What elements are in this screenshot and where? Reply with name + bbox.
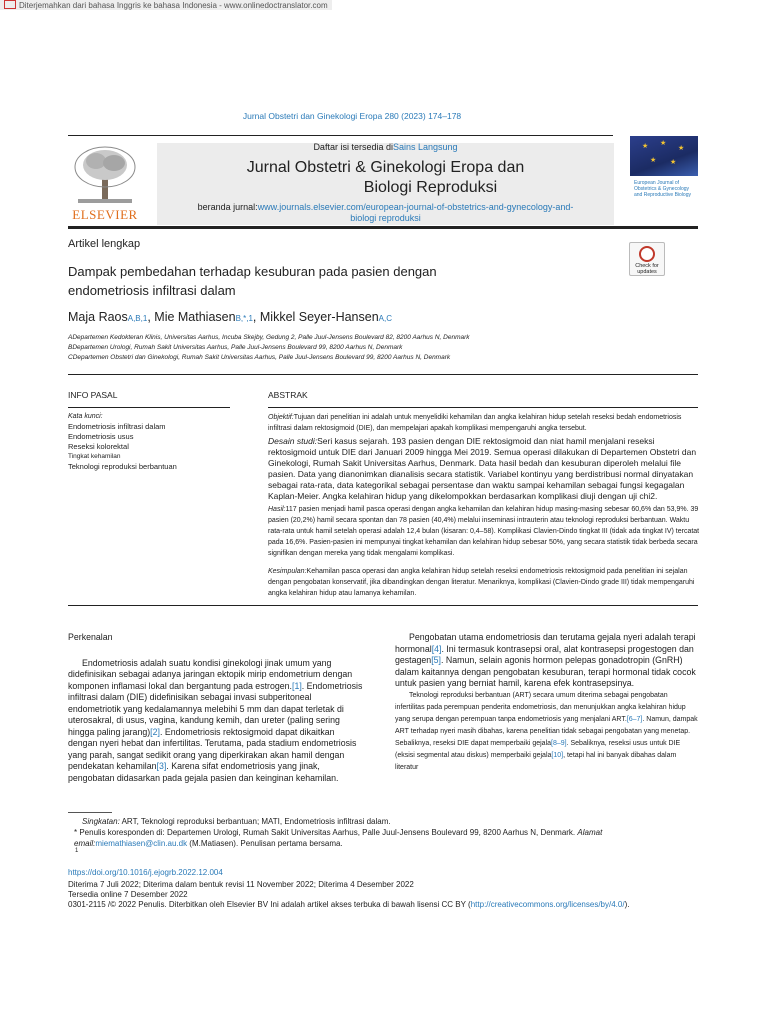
text-run: Endometriosis adalah suatu kondisi ginekologi jinak umum yang didefinisikan sebagai adanya jaringan ektopik mirip endometrium dengan komponen inflamasi lokal dan bergantung pada estrogen. bbox=[68, 657, 353, 691]
journal-homepage bbox=[157, 202, 614, 224]
email-tail: (M.Matiasen). Penulisan pertama bersama. bbox=[189, 839, 343, 848]
document-icon bbox=[4, 0, 16, 9]
check-updates-label: Check for updates bbox=[635, 263, 659, 275]
author-list: Maja RaosA,B,1, Mie MathiasenB,*,1, Mikkel Seyer-HansenA,C bbox=[68, 310, 393, 324]
citation-link[interactable]: [5] bbox=[431, 655, 441, 665]
star-icon: ★ bbox=[650, 157, 657, 164]
abstract-body bbox=[268, 412, 700, 606]
license-link[interactable]: http://creativecommons.org/licenses/by/4.0/ bbox=[470, 900, 625, 909]
affiliation: BDepartemen Urologi, Rumah Sakit Universitas Aarhus, Palle Juul-Jensens Boulevard 99, 8200 Aarhus N, Denmark bbox=[68, 344, 403, 351]
star-icon: ★ bbox=[670, 159, 677, 166]
section-divider bbox=[68, 374, 698, 375]
homepage-link-cont[interactable]: biologi reproduksi bbox=[350, 213, 421, 223]
design-label: Desain studi: bbox=[268, 436, 318, 446]
journal-title-line1: Jurnal Obstetri & Ginekologi Eropa dan bbox=[246, 159, 525, 176]
citation-link[interactable]: [1] bbox=[292, 680, 302, 691]
star-icon: ★ bbox=[660, 140, 667, 147]
cover-text bbox=[634, 180, 694, 198]
email-link[interactable]: miemathiasen@clin.au.dk bbox=[95, 839, 188, 848]
abstract-results bbox=[268, 504, 700, 559]
right-column bbox=[395, 632, 699, 774]
star-icon: ★ bbox=[642, 143, 649, 150]
author-affil-mark[interactable]: A,C bbox=[378, 314, 393, 323]
citation-link[interactable]: [8–9] bbox=[551, 739, 567, 747]
available-prefix: Daftar isi tersedia di bbox=[313, 142, 393, 152]
check-updates-icon bbox=[639, 246, 655, 262]
objective-label: Objektif: bbox=[268, 414, 294, 421]
abstract-conclusion bbox=[268, 566, 700, 599]
article-title-line2: endometriosis infiltrasi dalam bbox=[68, 283, 236, 298]
online-date: Tersedia online 7 Desember 2022 bbox=[68, 890, 188, 899]
sciencedirect-link[interactable]: Sains Langsung bbox=[392, 142, 458, 152]
article-type: Artikel lengkap bbox=[68, 238, 141, 250]
intro-paragraph bbox=[68, 658, 364, 785]
homepage-link[interactable]: www.journals.elsevier.com/european-journal-of-obstetrics-and-gynecology-and- bbox=[257, 202, 574, 212]
abstract-rule bbox=[268, 407, 698, 408]
keywords-label: Kata kunci: bbox=[68, 413, 103, 420]
text-run: . Endometriosis infiltrasi dalam (DIE) didefinisikan sebagai invasi subperitoneal endometriotik yang kedalamannya melebihi 5 mm dan dapat terletak di uterosakral, di usus, vagina, kandung kemih, dan ureter (paling sering hingga paling jarang) bbox=[68, 680, 363, 737]
affiliation: CDepartemen Obstetri dan Ginekologi, Rumah Sakit Universitas Aarhus, Palle Juul-Jensens Boulevard 99, 8200 Aarhus N, Denmark bbox=[68, 354, 451, 361]
results-label: Hasil: bbox=[268, 506, 286, 513]
abbr-label: Singkatan: bbox=[82, 817, 120, 826]
author-name[interactable]: Mikkel Seyer-Hansen bbox=[259, 310, 379, 324]
homepage-prefix: beranda jurnal: bbox=[197, 202, 258, 212]
check-for-updates-button[interactable] bbox=[629, 242, 665, 276]
abbreviations-footnote bbox=[82, 816, 391, 827]
journal-title bbox=[157, 158, 614, 198]
keyword: Reseksi kolorektal bbox=[68, 442, 129, 451]
text-run: . Namun, dampak ART terhadap nyeri masih dibahas, karena penelitian tidak sebagai pengobatan yang menetap. Sebaliknya, reseksi DIE dapat memperbaiki gejala bbox=[395, 715, 698, 747]
article-title bbox=[68, 262, 488, 300]
keyword: Endometriosis infiltrasi dalam bbox=[68, 422, 166, 431]
star-icon: ★ bbox=[678, 145, 685, 152]
intro-heading: Perkenalan bbox=[68, 632, 113, 642]
cover-text-3: and Reproductive Biology bbox=[634, 192, 691, 198]
text-run: . Ini termasuk kontrasepsi oral, alat kontrasepsi progestogen dan gestagen bbox=[395, 643, 694, 665]
cover-text-2: Obstetrics & Gynecology bbox=[634, 186, 690, 192]
journal-citation[interactable]: Jurnal Obstetri dan Ginekologi Eropa 280 (2023) 174–178 bbox=[242, 111, 462, 121]
citation-link[interactable]: [4] bbox=[431, 643, 442, 654]
article-title-line1: Dampak pembedahan terhadap kesuburan pada pasien dengan bbox=[68, 264, 437, 279]
footnote-rule bbox=[68, 812, 112, 813]
header-rule-top bbox=[68, 135, 613, 136]
license-line bbox=[68, 899, 698, 910]
footnote-mark: 1 bbox=[75, 848, 79, 854]
results-text: 117 pasien menjadi hamil pasca operasi dengan angka kehamilan dan kelahiran hidup masing-masing sebesar 60,6% dan 53,9%. 39 pasien (20,2%) hamil secara spontan dan 78 pasien (40,4%) melalui inseminasi intrauterin atau teknologi reproduksi berbantuan. Waktu rata-rata untuk hamil setelah operasi adalah 12,4 bulan (kisaran: 0,4–58). Komplikasi Clavien-Dindo tingkat III (tidak ada tingkat IV) tercatat pada 16,6%. Pasien-pasien ini mempunyai tingkat kehamilan dan kelahiran hidup sebesar 50%, yang secara statistik tidak berbeda secara signifikan dengan mereka yang tidak mengalami komplikasi. bbox=[268, 506, 700, 557]
left-column bbox=[68, 632, 364, 784]
text-run: . Namun, selain agonis hormon pelepas gonadotropin (GnRH) dalam kaitannya dengan pengobatan kesuburan, terapi hormonal tidak cocok untuk pasien yang berniat hamil, karena efek kontrasepsinya. bbox=[395, 655, 696, 688]
corresponding-footnote bbox=[74, 827, 634, 849]
publisher-logo-text: ELSEVIER bbox=[72, 207, 138, 222]
affiliation: ADepartemen Kedokteran Klinis, Universitas Aarhus, Incuba Skejby, Gedung 2, Palle Juul-Jensens Boulevard 82, 8200 Aarhus N, Denmark bbox=[68, 334, 470, 341]
citation-link[interactable]: [2] bbox=[150, 726, 160, 737]
text-run: Pengobatan utama endometriosis dan terutama gejala nyeri adalah terapi hormonal bbox=[395, 632, 696, 654]
author-affil-mark[interactable]: A,B,1 bbox=[127, 314, 148, 323]
journal-cover-image bbox=[630, 136, 698, 218]
cover-text-1: European Journal of bbox=[634, 180, 680, 186]
author-affil-mark[interactable]: B,*,1 bbox=[235, 314, 253, 323]
translation-banner-text: Diterjemahkan dari bahasa Inggris ke bahasa Indonesia - www.onlinedoctranslator.com bbox=[19, 1, 328, 10]
design-text: Seri kasus sejarah. 193 pasien dengan DIE rektosigmoid dan niat hamil menjalani reseksi rektosigmoid untuk DIE dari Januari 2009 hingga Mei 2019. Semua operasi dilakukan di Departemen Obstetri dan Ginekologi, Rumah Sakit Universitas Aarhus, Denmark. Data hasil bedah dan kesuburan diperoleh melalui file pasien. Data yang dianonimkan dianalisis secara statistik. Variabel kontinyu yang berdistribusi normal dinyatakan sebagai rata-rata, data kategorikal sebagai persentase dan waktu sampai kehamilan sebagai fungsi kegagalan Kaplan-Meier. Angka kelahiran hidup yang dikelompokkan berdasarkan komplikasi diuji dengan uji chi2. bbox=[268, 436, 697, 501]
text-run: . Endometriosis rektosigmoid dapat dikaitkan dengan nyeri hebat dan infertilitas. Terutama, pada stadium endometriosis yang parah, sangat sedikit orang yang diperkirakan akan hamil dengan pendekatan kehamilan bbox=[68, 726, 357, 771]
conclusion-label: Kesimpulan: bbox=[268, 568, 307, 575]
article-info-heading: INFO PASAL bbox=[68, 390, 118, 400]
license-text-end: ). bbox=[624, 900, 630, 909]
keyword: Teknologi reproduksi berbantuan bbox=[68, 462, 177, 471]
journal-title-line2: Biologi Reproduksi bbox=[363, 179, 498, 196]
received-dates: Diterima 7 Juli 2022; Diterima dalam bentuk revisi 11 November 2022; Diterima 4 Desember 2022 bbox=[68, 880, 414, 889]
translation-banner[interactable] bbox=[0, 0, 332, 10]
art-paragraph bbox=[395, 690, 699, 774]
abstract-design bbox=[268, 436, 700, 502]
abbr-text: ART, Teknologi reproduksi berbantuan; MATI, Endometriosis infiltrasi dalam. bbox=[121, 817, 391, 826]
email-label: Alamat email: bbox=[74, 828, 603, 848]
available-line bbox=[157, 142, 614, 152]
info-rule bbox=[68, 407, 230, 408]
keyword: Tingkat kehamilan bbox=[68, 453, 121, 460]
citation-link[interactable]: [10] bbox=[551, 751, 564, 759]
header-rule-bottom bbox=[68, 226, 698, 229]
abstract-end-rule bbox=[68, 605, 698, 606]
doi-link[interactable]: https://doi.org/10.1016/j.ejogrb.2022.12.004 bbox=[68, 868, 223, 877]
citation-link[interactable]: [6–7] bbox=[626, 715, 643, 723]
abstract-heading: ABSTRAK bbox=[268, 390, 308, 400]
citation-link[interactable]: [3] bbox=[156, 761, 167, 771]
author-name[interactable]: Maja Raos bbox=[68, 310, 128, 324]
license-text: 0301-2115 /© 2022 Penulis. Diterbitkan oleh Elsevier BV Ini adalah artikel akses terbuka di bawah lisensi CC BY ( bbox=[68, 900, 471, 909]
conclusion-text: Kehamilan pasca operasi dan angka kelahiran hidup setelah reseksi endometriosis rektosigmoid pada penelitian ini sejalan dengan pengobatan konservatif, jika dibandingkan dengan literatur. Menariknya, komplikasi (Clavien-Dindo grade III) tidak mempengaruhi angka kelahiran hidup atau lamanya kehamilan. bbox=[268, 568, 695, 597]
keywords-block bbox=[68, 412, 177, 472]
text-run: Teknologi reproduksi berbantuan (ART) secara umum diterima sebagai pengobatan infertilitas pada perempuan penderita endometriosis, dan menunjukkan angka kelahiran hidup yang serupa dengan perempuan tanpa endometriosis yang menjalani ART. bbox=[395, 691, 686, 723]
corr-text: * Penulis koresponden di: Departemen Urologi, Rumah Sakit Universitas Aarhus, Palle Juul-Jensens Boulevard 99, 8200 Aarhus N, Denmark. bbox=[74, 828, 576, 837]
abstract-objective bbox=[268, 412, 700, 434]
objective-text: Tujuan dari penelitian ini adalah untuk menyelidiki kehamilan dan angka kelahiran hidup setelah reseksi bedah endometriosis infiltrasi dalam rektosigmoid (DIE), dan mempelajari apakah komplikasi mempengaruhi angka tersebut. bbox=[268, 414, 682, 432]
text-run: . Karena sifat endometriosis yang jinak, pengobatan didasarkan pada gejala pasien dan keinginan kehamilan. bbox=[68, 761, 339, 783]
text-run: , tetapi hal ini banyak dibahas dalam literatur bbox=[395, 751, 677, 771]
author-name[interactable]: Mie Mathiasen bbox=[154, 310, 236, 324]
treatment-paragraph bbox=[395, 632, 699, 690]
text-run: . Sebaliknya, reseksi usus untuk DIE (eksisi segmental atau diskus) memperbaiki gejala bbox=[395, 739, 681, 759]
keyword: Endometriosis usus bbox=[68, 432, 134, 441]
